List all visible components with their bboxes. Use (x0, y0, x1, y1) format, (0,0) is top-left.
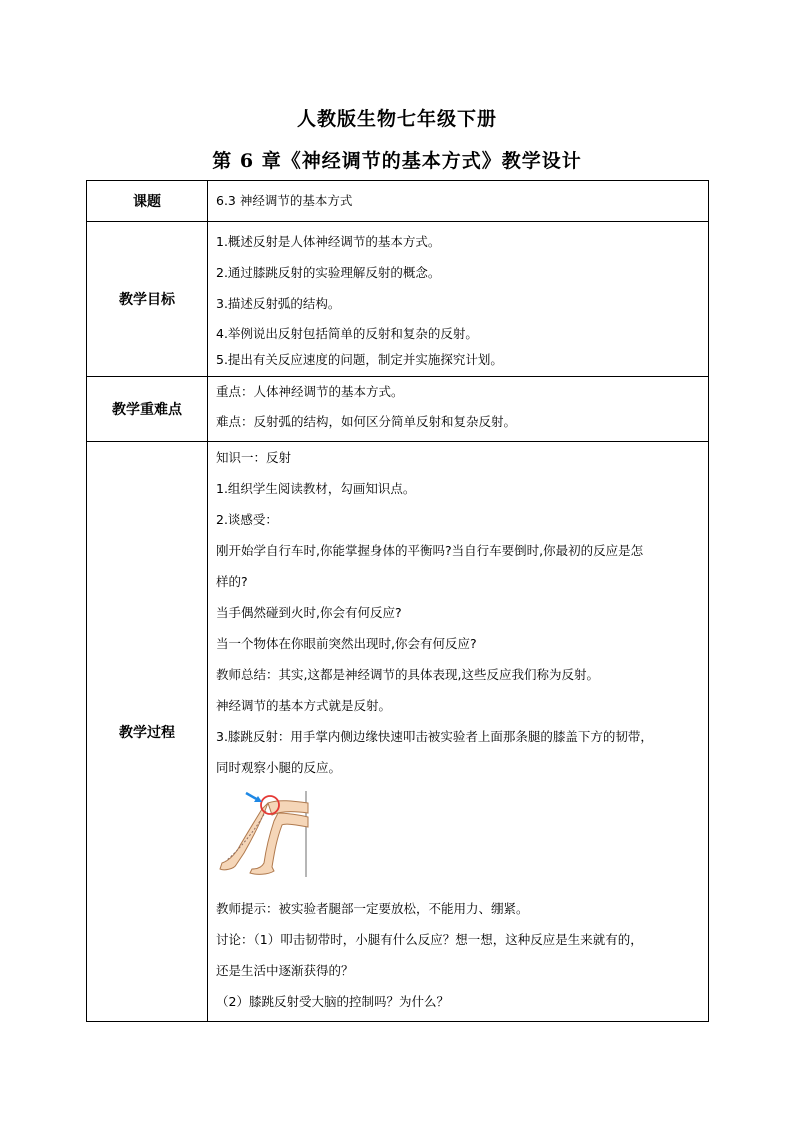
document-subtitle: 第 6 章《神经调节的基本方式》教学设计 (212, 150, 582, 172)
goals-content (208, 222, 709, 377)
topic-content (208, 181, 709, 222)
process-line: 讨论：（1）叩击韧带时，小腿有什么反应？想一想，这种反应是生来就有的， (216, 932, 643, 947)
process-line: 样的? (216, 574, 248, 589)
table-row-topic (87, 181, 709, 222)
topic-label: 课题 (87, 181, 208, 222)
table-row-key-points (87, 377, 709, 442)
process-line: 教师总结：其实,这都是神经调节的具体表现,这些反应我们称为反射。 (216, 667, 599, 682)
goal-item: 5.提出有关反应速度的问题，制定并实施探究计划。 (216, 352, 503, 367)
process-line: 当手偶然碰到火时,你会有何反应? (216, 605, 402, 620)
process-line: 3.膝跳反射：用手掌内侧边缘快速叩击被实验者上面那条腿的膝盖下方的韧带， (216, 729, 653, 744)
key-points-label: 教学重难点 (87, 377, 208, 442)
goal-item: 3.描述反射弧的结构。 (216, 296, 341, 311)
process-line: 神经调节的基本方式就是反射。 (216, 698, 392, 713)
process-content (208, 442, 709, 1022)
process-line: 1.组织学生阅读教材，勾画知识点。 (216, 481, 416, 496)
process-line: （2）膝跳反射受大脑的控制吗？为什么？ (216, 994, 449, 1009)
process-line: 教师提示：被实验者腿部一定要放松，不能用力、绷紧。 (216, 901, 529, 916)
upper-lower-leg (220, 803, 268, 870)
process-line: 同时观察小腿的反应。 (216, 760, 342, 775)
table-row-process (87, 442, 709, 1022)
process-line: 知识一：反射 (216, 450, 292, 465)
goal-item: 2.通过膝跳反射的实验理解反射的概念。 (216, 265, 441, 280)
key-point-item: 难点：反射弧的结构，如何区分简单反射和复杂反射。 (216, 414, 517, 429)
topic-text: 6.3 神经调节的基本方式 (216, 193, 353, 208)
process-line: 2.谈感受： (216, 512, 278, 527)
key-points-content (208, 377, 709, 442)
process-line: 当一个物体在你眼前突然出现时,你会有何反应? (216, 636, 477, 651)
document-title: 人教版生物七年级下册 (296, 108, 497, 130)
goal-item: 1.概述反射是人体神经调节的基本方式。 (216, 234, 441, 249)
key-point-item: 重点：人体神经调节的基本方式。 (216, 384, 404, 399)
lesson-plan-table (86, 180, 709, 1022)
goals-label: 教学目标 (87, 222, 208, 377)
process-label: 教学过程 (87, 442, 208, 1022)
table-row-goals (87, 222, 709, 377)
process-line: 刚开始学自行车时,你能掌握身体的平衡吗?当自行车要倒时,你最初的反应是怎 (216, 543, 644, 558)
process-line: 还是生活中逐渐获得的？ (216, 963, 354, 978)
knee-jerk-illustration (216, 789, 702, 879)
goal-item: 4.举例说出反射包括简单的反射和复杂的反射。 (216, 326, 478, 341)
knee-jerk-figure (216, 789, 326, 879)
